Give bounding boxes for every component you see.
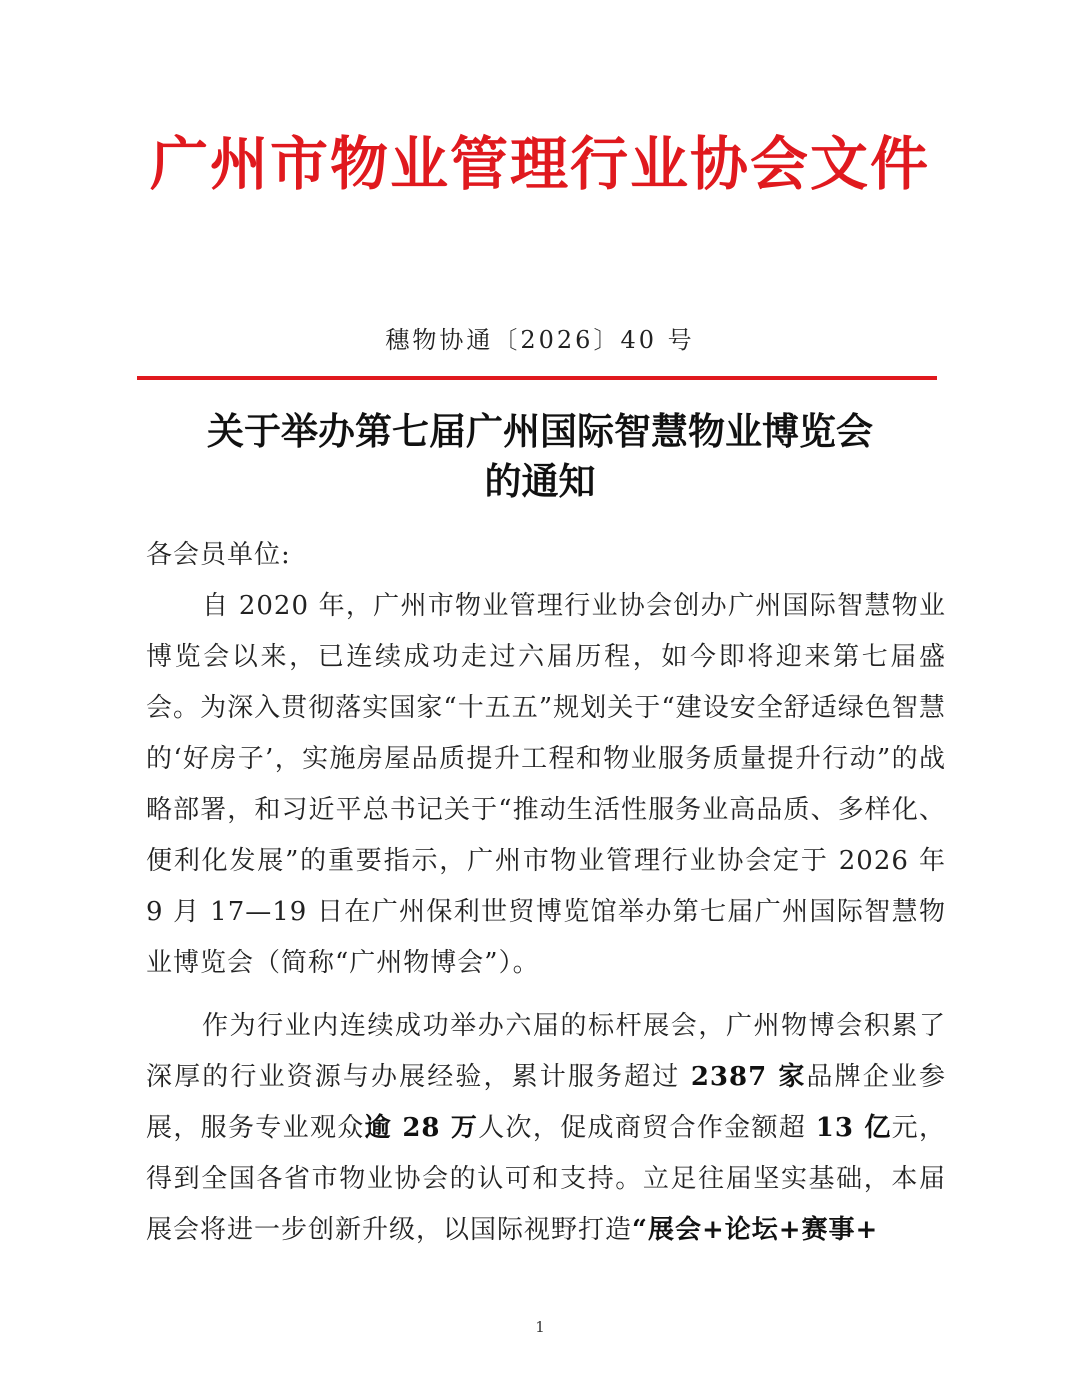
paragraph-2-text-4: 元，得到全国各省市物业协会的认可和支持。立足往届坚实基础，本届展会将进一步创新升级，以国际视野打造	[146, 1113, 946, 1245]
document-header-title: 广州市物业管理行业协会文件	[149, 130, 930, 198]
paragraph-1: 自 2020 年，广州市物业管理行业协会创办广州国际智慧物业博览会以来，已连续成功走过六届历程，如今即将迎来第七届盛会。为深入贯彻落实国家“十五五”规划关于“建设安全舒适绿色智慧的‘好房子’，实施房屋品质提升工程和物业服务质量提升行动”的战略部署，和习近平总书记关于“推动生活性服务业高品质、多样化、便利化发展”的重要指示，广州市物业管理行业协会定于 2026 年 9 月 17—19 日在广州保利世贸博览馆举办第七届广州国际智慧物业博览会（简称“广州物博会”）。	[146, 591, 946, 978]
notice-body	[146, 530, 946, 1256]
salutation: 各会员单位:	[146, 540, 291, 570]
page-number: 1	[535, 1318, 545, 1336]
document-number: 穗物协通〔2026〕40 号	[385, 326, 695, 354]
paragraph-2	[146, 1001, 946, 1256]
notice-title-line-2: 的通知	[484, 459, 596, 503]
red-divider-line	[137, 376, 937, 380]
paragraph-2-bold-4: “展会+论坛+赛事+	[632, 1215, 879, 1245]
notice-title	[0, 406, 1080, 506]
paragraph-2-bold-3: 13 亿	[815, 1113, 892, 1143]
paragraph-2-bold-2: 逾 28 万	[364, 1113, 479, 1143]
paragraph-2-text-1: 作为行业内连续成功举办六届的标杆展会，广州物博会积累了深厚的行业资源与办展经验，累计服务超过	[146, 1011, 946, 1092]
paragraph-2-bold-1: 2387 家	[690, 1062, 807, 1092]
paragraph-2-text-3: 人次，促成商贸合作金额超	[478, 1113, 816, 1143]
notice-title-line-1: 关于举办第七届广州国际智慧物业博览会	[207, 409, 873, 453]
paragraph-2-text-2: 品牌企业参展，服务专业观众	[146, 1062, 946, 1143]
